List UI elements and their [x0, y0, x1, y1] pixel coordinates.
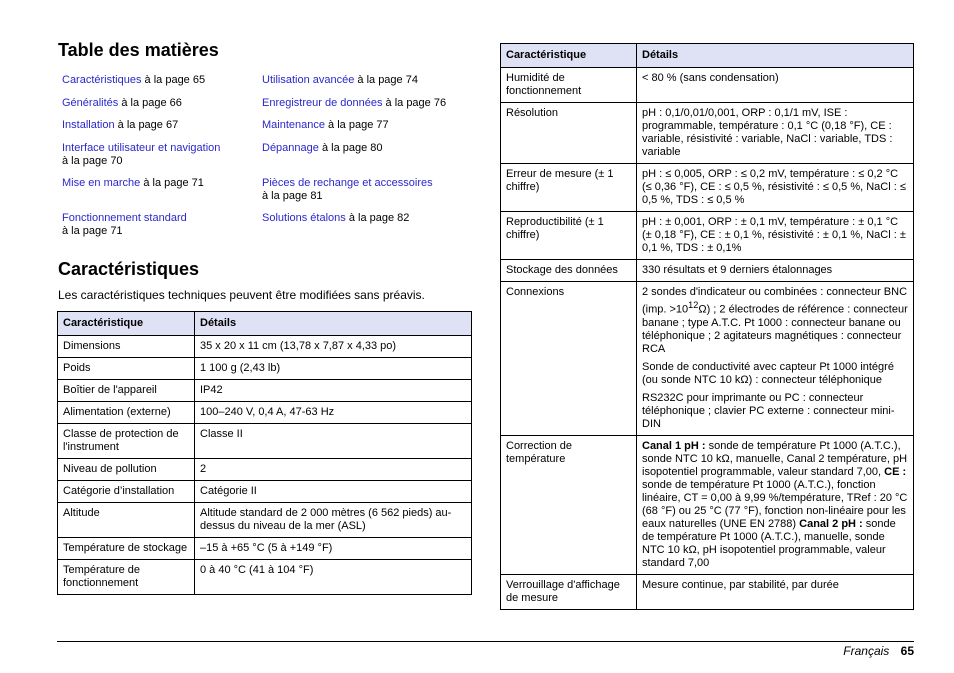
column-header: Caractéristique — [501, 44, 637, 68]
spec-name: Boîtier de l'appareil — [58, 380, 195, 402]
toc-page-ref: à la page 80 — [318, 142, 383, 154]
table-row — [501, 574, 914, 609]
spec-value: pH : 0,1/0,01/0,001, ORP : 0,1/1 mV, ISE : programmable, température : 0,1 °C (0,18 °F), CE : variable, résistivité : variable, NaCl : variable, TDS : variable — [637, 103, 914, 164]
toc-entry[interactable] — [62, 74, 205, 87]
toc-link[interactable]: Caractéristiques — [62, 74, 142, 86]
table-row — [501, 282, 914, 436]
table-row — [58, 358, 472, 380]
table-row — [501, 68, 914, 103]
spec-value: Altitude standard de 2 000 mètres (6 562 pieds) au-dessus du niveau de la mer (ASL) — [195, 503, 472, 538]
spec-value: pH : ± 0,001, ORP : ± 0,1 mV, température : ± 0,1 °C (± 0,18 °F), CE : ± 0,1 %, résistivité : ± 0,1 %, NaCl : ± 0,1 %, TDS : ± 0,1% — [637, 212, 914, 260]
table-row — [58, 538, 472, 560]
bold-label: Canal 2 pH : — [799, 517, 863, 530]
toc-link[interactable]: Pièces de rechange et accessoires — [262, 177, 433, 189]
spec-name: Dimensions — [58, 336, 195, 358]
toc-link[interactable]: Installation — [62, 119, 115, 131]
toc-entry[interactable] — [262, 212, 409, 225]
toc-entry[interactable] — [62, 212, 187, 238]
spec-name: Poids — [58, 358, 195, 380]
column-header: Caractéristique — [58, 312, 195, 336]
toc-link[interactable]: Mise en marche — [62, 177, 141, 189]
toc-entry[interactable] — [262, 74, 418, 87]
text-run: sonde de température Pt 1000 (A.T.C.), fonction linéaire, CT = 0,00 à 9,99 %/température, TRef : 20 °C (68 °F) ou 25 °C (77 °F), fonction non-linéaire pour les eaux naturelles (UNE EN 2788) — [642, 478, 908, 530]
table-row — [501, 435, 914, 574]
table-row — [58, 481, 472, 503]
toc-entry[interactable] — [262, 119, 389, 132]
toc-page-ref: à la page 77 — [325, 119, 389, 131]
spec-value — [637, 282, 914, 436]
toc-page-ref: à la page 71 — [140, 177, 204, 189]
spec-paragraph — [642, 286, 908, 356]
text-run: sonde de température Pt 1000 (A.T.C.), manuelle, sonde NTC 10 kΩ, pH isopotentiel programmable, valeur standard 7,00 — [642, 517, 896, 569]
intro-text: Les caractéristiques techniques peuvent être modifiées sans préavis. — [58, 288, 425, 302]
table-row — [58, 336, 472, 358]
toc-page-ref: à la page 76 — [382, 97, 447, 109]
toc-entry[interactable] — [62, 142, 220, 168]
superscript: 12 — [688, 300, 699, 310]
spec-name: Catégorie d’installation — [58, 481, 195, 503]
spec-name: Résolution — [501, 103, 637, 164]
spec-value: Mesure continue, par stabilité, par durée — [637, 574, 914, 609]
toc-page-ref: à la page 65 — [141, 74, 206, 86]
spec-value: 0 à 40 °C (41 à 104 °F) — [195, 560, 472, 595]
spec-value: 330 résultats et 9 derniers étalonnages — [637, 260, 914, 282]
spec-name: Verrouillage d'affichage de mesure — [501, 574, 637, 609]
text-run: 2 sondes d'indicateur ou combinées : connecteur BNC (imp. >10 — [642, 286, 908, 316]
toc-entry[interactable] — [62, 97, 182, 110]
footer-language: Français — [843, 644, 890, 658]
spec-value — [637, 435, 914, 574]
table-row — [501, 164, 914, 212]
toc-entry[interactable] — [262, 177, 433, 203]
spec-name: Erreur de mesure (± 1 chiffre) — [501, 164, 637, 212]
spec-value: 2 — [195, 459, 472, 481]
table-header-row — [501, 44, 914, 68]
table-row — [58, 380, 472, 402]
spec-name: Correction de température — [501, 435, 637, 574]
toc-link[interactable]: Fonctionnement standard — [62, 212, 187, 224]
toc-page-ref: à la page 81 — [262, 190, 323, 202]
toc-link[interactable]: Solutions étalons — [262, 212, 346, 224]
spec-name: Altitude — [58, 503, 195, 538]
spec-value: 1 100 g (2,43 lb) — [195, 358, 472, 380]
bold-label: Canal 1 pH : — [642, 439, 706, 452]
spec-name: Niveau de pollution — [58, 459, 195, 481]
text-run: Ω) ; 2 électrodes de référence : connecteur banane ; type A.T.C. Pt 1000 : connecteur banane ou téléphonique ; 2 agitateurs magnétiques : connecteur RCA — [642, 303, 908, 355]
toc-entry[interactable] — [62, 119, 178, 132]
toc-page-ref: à la page 67 — [114, 119, 179, 131]
page-footer — [843, 644, 914, 658]
table-row — [58, 424, 472, 459]
bold-label: CE : — [884, 465, 907, 478]
toc-page-ref: à la page 71 — [62, 225, 123, 237]
spec-table — [500, 43, 914, 610]
toc-page-ref: à la page 70 — [62, 155, 123, 167]
table-row — [501, 212, 914, 260]
page-number: 65 — [900, 644, 914, 658]
table-row — [58, 402, 472, 424]
spec-value: Classe II — [195, 424, 472, 459]
spec-name: Humidité de fonctionnement — [501, 68, 637, 103]
spec-name: Classe de protection de l'instrument — [58, 424, 195, 459]
toc-entry[interactable] — [262, 97, 446, 110]
toc-link[interactable]: Enregistreur de données — [262, 97, 383, 109]
column-header: Détails — [637, 44, 914, 68]
section-title: Caractéristiques — [58, 259, 200, 279]
spec-paragraph: Sonde de conductivité avec capteur Pt 1000 intégré (ou sonde NTC 10 kΩ) : connecteur téléphonique — [642, 360, 894, 386]
table-header-row — [58, 312, 472, 336]
spec-value: 35 x 20 x 11 cm (13,78 x 7,87 x 4,33 po) — [195, 336, 472, 358]
table-row — [58, 459, 472, 481]
table-row — [58, 503, 472, 538]
toc-page-ref: à la page 74 — [354, 74, 418, 86]
toc-page-ref: à la page 82 — [345, 212, 410, 224]
spec-name: Connexions — [501, 282, 637, 436]
spec-value: 100–240 V, 0,4 A, 47-63 Hz — [195, 402, 472, 424]
toc-entry[interactable] — [62, 177, 204, 190]
toc-entry[interactable] — [262, 142, 383, 155]
spec-value: IP42 — [195, 380, 472, 402]
spec-name: Température de stockage — [58, 538, 195, 560]
spec-table — [57, 311, 472, 595]
spec-name: Stockage des données — [501, 260, 637, 282]
toc-link[interactable]: Utilisation avancée — [262, 74, 355, 86]
spec-value: pH : ≤ 0,005, ORP : ≤ 0,2 mV, température : ≤ 0,2 °C (≤ 0,36 °F), CE : ≤ 0,5 %, résistivité : ≤ 0,5 %, NaCl : ≤ 0,5 %, TDS : ≤ 0,5 % — [637, 164, 914, 212]
text-run: sonde de température Pt 1000 (A.T.C.), sonde NTC 10 kΩ, manuelle, Canal 2 température, pH isopotentiel programmable, valeur standard 7,00, — [642, 439, 908, 478]
table-row — [58, 560, 472, 595]
spec-value: –15 à +65 °C (5 à +149 °F) — [195, 538, 472, 560]
table-row — [501, 103, 914, 164]
toc-link[interactable]: Généralités — [62, 97, 119, 109]
toc-title: Table des matières — [58, 40, 219, 60]
column-header: Détails — [195, 312, 472, 336]
toc-link[interactable]: Maintenance — [262, 119, 325, 131]
spec-paragraph: RS232C pour imprimante ou PC : connecteur téléphonique ; clavier PC externe : connecteur mini-DIN — [642, 391, 895, 430]
spec-name: Reproductibilité (± 1 chiffre) — [501, 212, 637, 260]
spec-name: Alimentation (externe) — [58, 402, 195, 424]
spec-value: < 80 % (sans condensation) — [637, 68, 914, 103]
spec-value: Catégorie II — [195, 481, 472, 503]
toc-link[interactable]: Dépannage — [262, 142, 319, 154]
toc-link[interactable]: Interface utilisateur et navigation — [62, 142, 221, 154]
spec-name: Température de fonctionnement — [58, 560, 195, 595]
toc-page-ref: à la page 66 — [118, 97, 182, 109]
table-row — [501, 260, 914, 282]
footer-rule — [57, 641, 914, 642]
